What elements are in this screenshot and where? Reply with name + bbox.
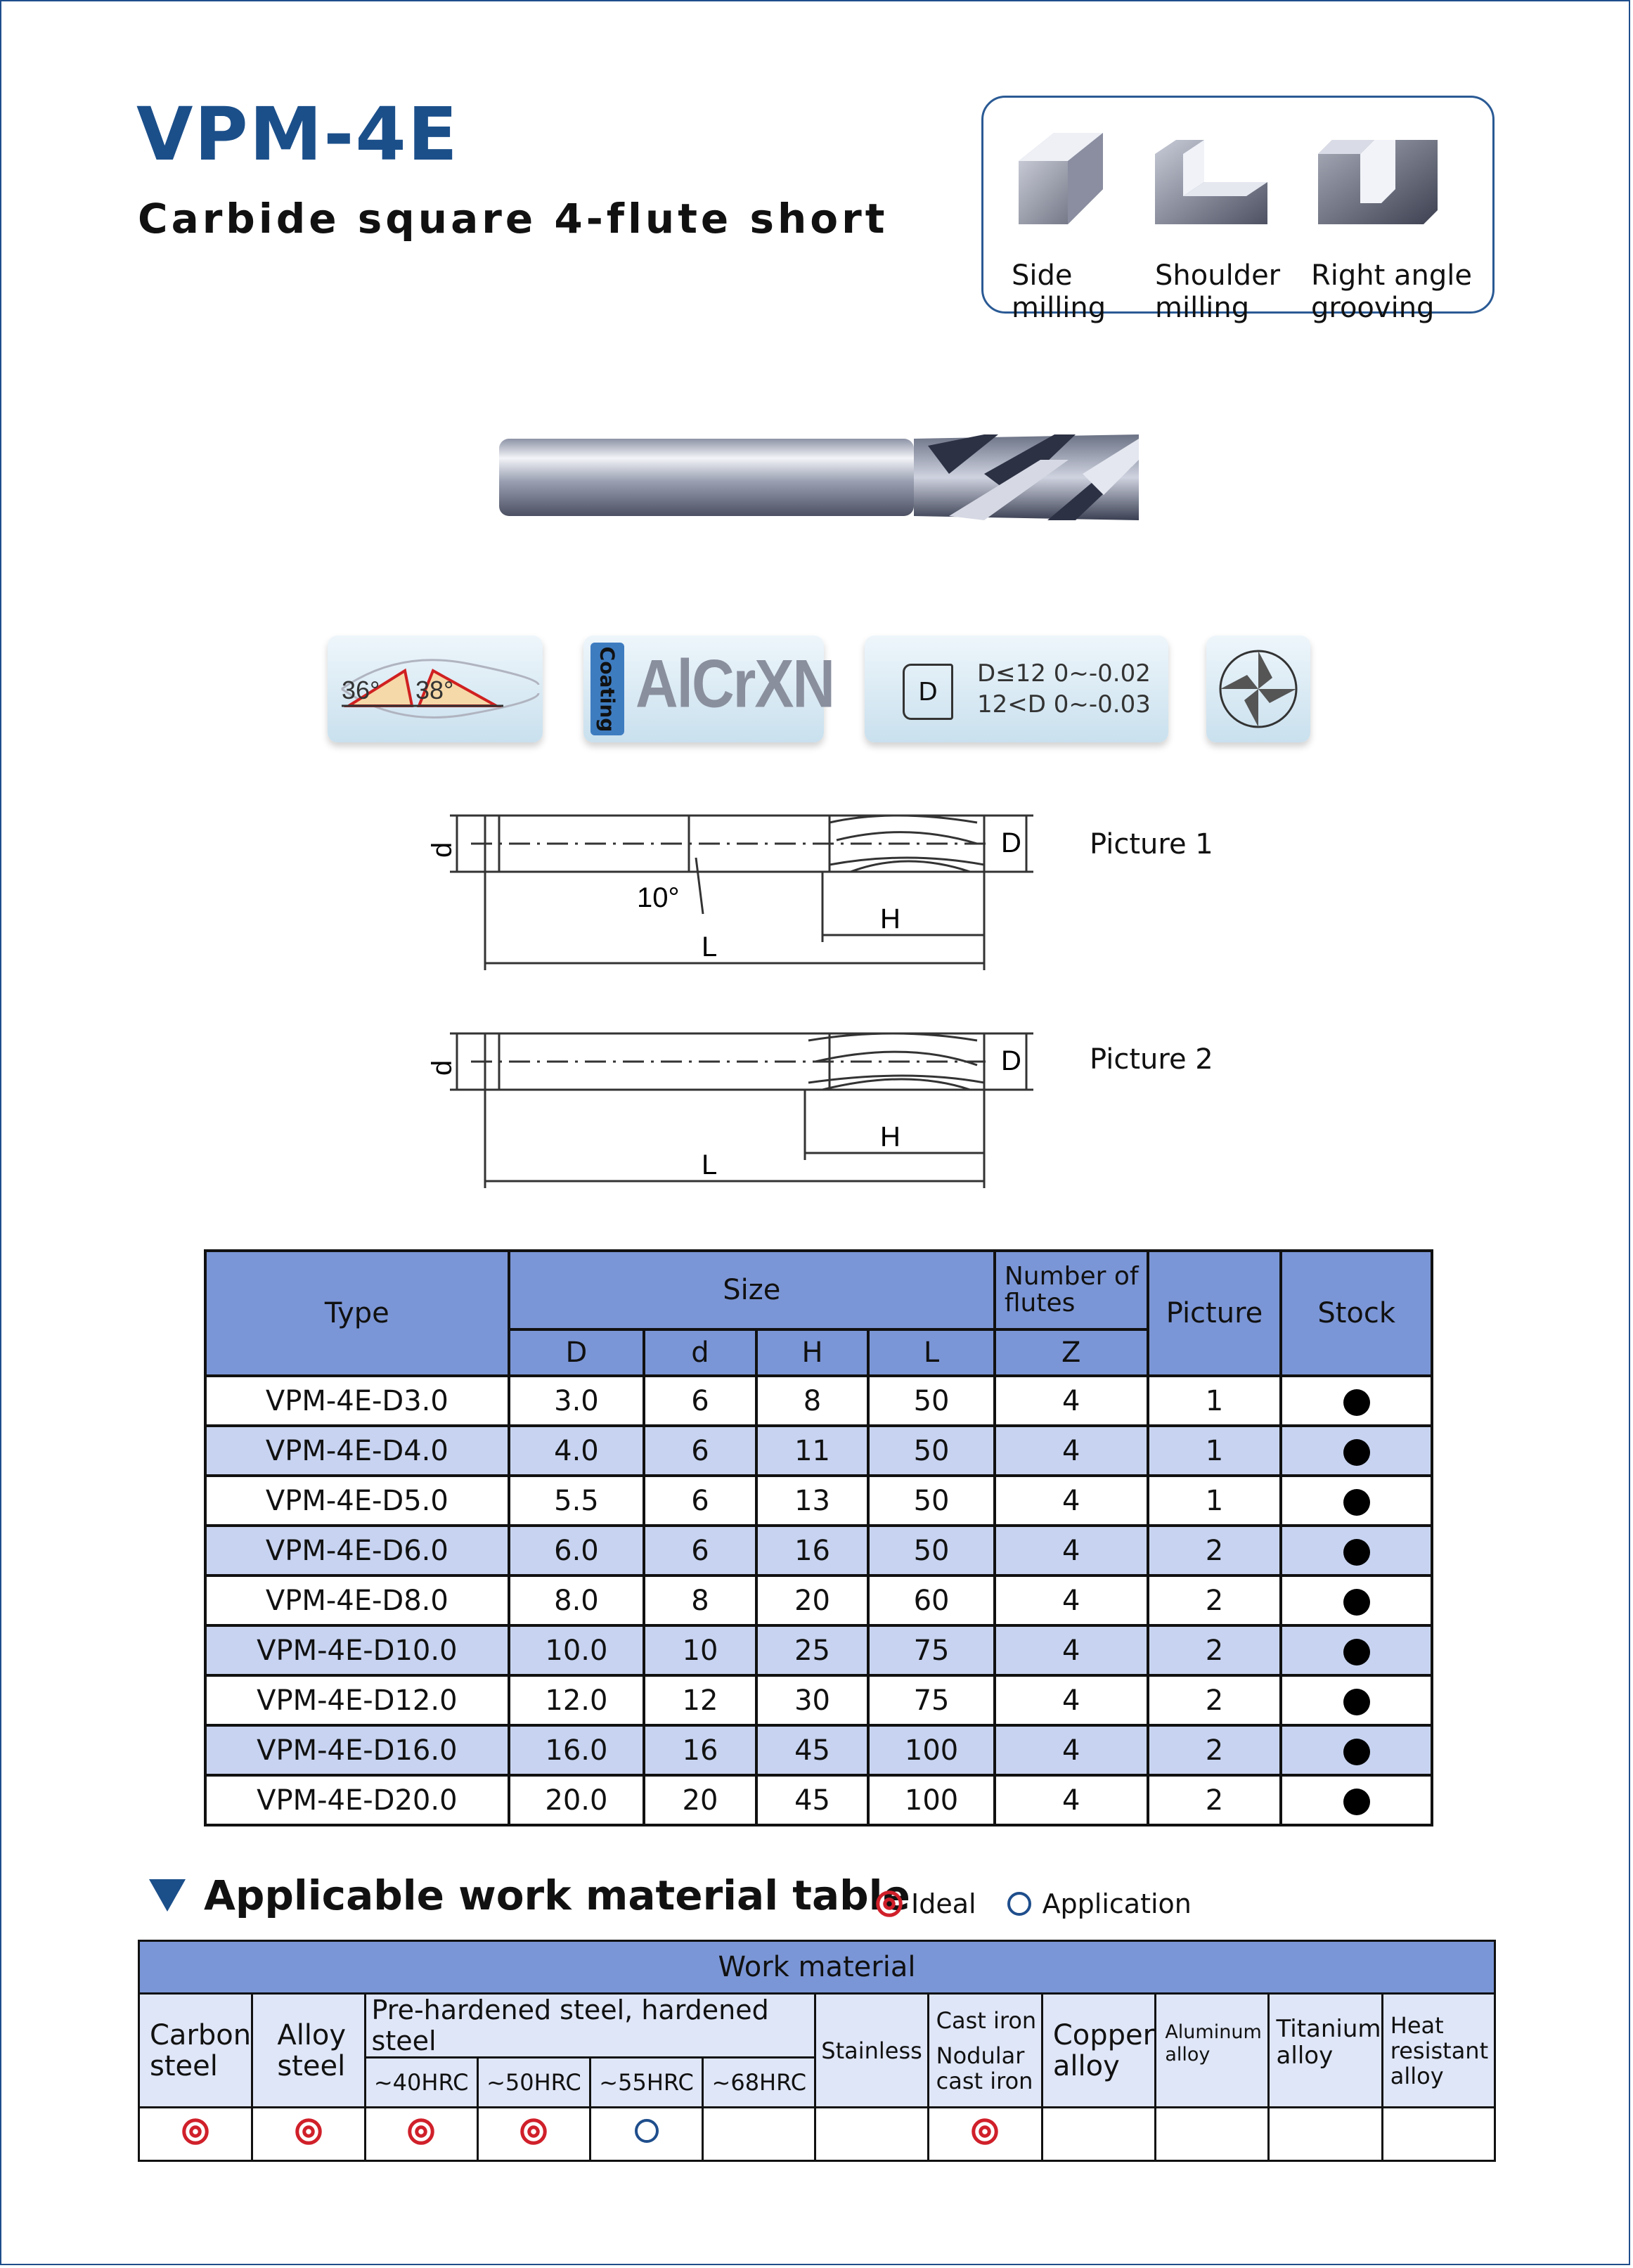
cell-H: 16 bbox=[756, 1526, 869, 1576]
helix-angle-badge bbox=[328, 636, 543, 742]
ideal-icon bbox=[521, 2118, 548, 2145]
stock-dot bbox=[1343, 1539, 1370, 1566]
cell-picture: 2 bbox=[1148, 1526, 1282, 1576]
page-subtitle: Carbide square 4-flute short bbox=[138, 195, 889, 243]
dim-H-label: H bbox=[880, 903, 901, 934]
header-stock: Stock bbox=[1281, 1251, 1432, 1376]
cell-type: VPM-4E-D5.0 bbox=[205, 1476, 509, 1526]
four-flute-badge bbox=[1206, 636, 1310, 742]
dim-D-label: D bbox=[1001, 827, 1021, 858]
table-row bbox=[205, 1376, 1432, 1426]
nodular-label: Nodular cast iron bbox=[936, 2042, 1033, 2094]
cell-H: 13 bbox=[756, 1476, 869, 1526]
cell-d: 10 bbox=[644, 1625, 756, 1675]
cell-d: 8 bbox=[644, 1576, 756, 1625]
rating-cell bbox=[590, 2108, 702, 2161]
col-carbon-steel: Carbon steel bbox=[139, 1994, 252, 2108]
cell-picture: 2 bbox=[1148, 1625, 1282, 1675]
work-material-table bbox=[138, 1940, 1496, 2162]
coating-label: Coating bbox=[595, 646, 619, 732]
stock-dot bbox=[1343, 1439, 1370, 1466]
cell-type: VPM-4E-D20.0 bbox=[205, 1775, 509, 1825]
picture-1-label: Picture 1 bbox=[1090, 828, 1213, 861]
header-D: D bbox=[509, 1329, 645, 1376]
coating-badge bbox=[583, 636, 834, 742]
header-d: d bbox=[644, 1329, 756, 1376]
cell-Z: 4 bbox=[995, 1775, 1148, 1825]
operation-right-angle-grooving bbox=[1311, 126, 1473, 324]
dim-d-label: d bbox=[427, 842, 458, 858]
cell-stock bbox=[1281, 1675, 1432, 1725]
end-mill-product-image bbox=[492, 432, 1146, 523]
col-55hrc: ~55HRC bbox=[590, 2058, 702, 2108]
shoulder-milling-icon bbox=[1155, 126, 1274, 231]
side-milling-icon bbox=[1012, 126, 1110, 231]
ideal-icon bbox=[876, 1890, 903, 1917]
cell-Z: 4 bbox=[995, 1725, 1148, 1775]
cell-type: VPM-4E-D4.0 bbox=[205, 1426, 509, 1476]
four-flute-cross-section-icon bbox=[1206, 636, 1310, 742]
material-legend bbox=[879, 1888, 1192, 1919]
header-picture: Picture bbox=[1148, 1251, 1282, 1376]
rating-cell bbox=[1382, 2108, 1495, 2161]
rating-cell bbox=[815, 2108, 928, 2161]
col-aluminum-alloy: Aluminum alloy bbox=[1156, 1994, 1268, 2108]
cell-stock bbox=[1281, 1376, 1432, 1426]
angle-label: 10° bbox=[637, 882, 680, 913]
operation-label: Shoulder milling bbox=[1155, 259, 1281, 324]
dim-D-label: D bbox=[1001, 1045, 1021, 1076]
rating-cell bbox=[365, 2108, 477, 2161]
cell-stock bbox=[1281, 1775, 1432, 1825]
application-icon bbox=[1007, 1892, 1031, 1916]
cell-L: 60 bbox=[868, 1576, 995, 1625]
cell-L: 50 bbox=[868, 1376, 995, 1426]
stock-dot bbox=[1343, 1689, 1370, 1715]
col-copper-alloy: Copper alloy bbox=[1042, 1994, 1155, 2108]
table-row bbox=[205, 1675, 1432, 1725]
col-50hrc: ~50HRC bbox=[477, 2058, 590, 2108]
material-section-title bbox=[149, 1871, 910, 1919]
rating-cell bbox=[928, 2108, 1042, 2161]
ideal-icon bbox=[972, 2118, 999, 2145]
cell-L: 100 bbox=[868, 1775, 995, 1825]
header-type: Type bbox=[205, 1251, 509, 1376]
cell-d: 20 bbox=[644, 1775, 756, 1825]
stock-dot bbox=[1343, 1389, 1370, 1416]
header-flutes: Number of flutes bbox=[995, 1251, 1148, 1329]
cell-Z: 4 bbox=[995, 1576, 1148, 1625]
legend-application: Application bbox=[1042, 1888, 1192, 1919]
cell-D: 5.5 bbox=[509, 1476, 645, 1526]
cell-Z: 4 bbox=[995, 1426, 1148, 1476]
right-angle-grooving-icon bbox=[1311, 126, 1445, 231]
cell-D: 20.0 bbox=[509, 1775, 645, 1825]
helix-angle-1: 36° bbox=[342, 676, 380, 704]
cell-picture: 2 bbox=[1148, 1576, 1282, 1625]
application-icon bbox=[635, 2119, 659, 2143]
cell-Z: 4 bbox=[995, 1625, 1148, 1675]
cell-d: 6 bbox=[644, 1526, 756, 1576]
cell-type: VPM-4E-D12.0 bbox=[205, 1675, 509, 1725]
cell-d: 16 bbox=[644, 1725, 756, 1775]
cell-H: 45 bbox=[756, 1775, 869, 1825]
cell-d: 6 bbox=[644, 1476, 756, 1526]
cell-D: 12.0 bbox=[509, 1675, 645, 1725]
helix-angle-icon bbox=[328, 636, 543, 742]
stock-dot bbox=[1343, 1639, 1370, 1665]
material-section-title-text: Applicable work material table bbox=[204, 1871, 910, 1919]
stock-dot bbox=[1343, 1589, 1370, 1616]
cell-picture: 2 bbox=[1148, 1725, 1282, 1775]
technical-drawing-1 bbox=[415, 801, 1047, 984]
cell-H: 11 bbox=[756, 1426, 869, 1476]
rating-cell bbox=[1268, 2108, 1382, 2161]
tolerance-line-1: D≤12 0~-0.02 bbox=[977, 659, 1151, 688]
technical-drawing-2 bbox=[415, 1026, 1047, 1202]
operation-label: Side milling bbox=[1012, 259, 1106, 324]
col-titanium-alloy: Titanium alloy bbox=[1268, 1994, 1382, 2108]
cell-H: 8 bbox=[756, 1376, 869, 1426]
cast-iron-label: Cast iron bbox=[936, 2006, 1037, 2034]
cell-H: 30 bbox=[756, 1675, 869, 1725]
operation-shoulder-milling bbox=[1155, 126, 1317, 324]
col-cast-iron bbox=[928, 1994, 1042, 2108]
cell-D: 10.0 bbox=[509, 1625, 645, 1675]
work-material-header: Work material bbox=[139, 1941, 1495, 1994]
cell-stock bbox=[1281, 1725, 1432, 1775]
cell-picture: 1 bbox=[1148, 1426, 1282, 1476]
stock-dot bbox=[1343, 1489, 1370, 1516]
dim-H-label: H bbox=[880, 1121, 901, 1152]
rating-cell bbox=[1156, 2108, 1268, 2161]
cell-H: 45 bbox=[756, 1725, 869, 1775]
cell-Z: 4 bbox=[995, 1476, 1148, 1526]
header-size: Size bbox=[509, 1251, 995, 1329]
cell-L: 50 bbox=[868, 1526, 995, 1576]
tolerance-badge bbox=[865, 636, 1168, 742]
rating-cell bbox=[1042, 2108, 1155, 2161]
cell-D: 4.0 bbox=[509, 1426, 645, 1476]
cell-picture: 2 bbox=[1148, 1675, 1282, 1725]
specification-table bbox=[204, 1249, 1433, 1826]
picture-2-label: Picture 2 bbox=[1090, 1043, 1213, 1076]
header-H: H bbox=[756, 1329, 869, 1376]
header-Z: Z bbox=[995, 1329, 1148, 1376]
stock-dot bbox=[1343, 1739, 1370, 1765]
cell-picture: 2 bbox=[1148, 1775, 1282, 1825]
tolerance-symbol: D bbox=[903, 664, 953, 720]
cell-picture: 1 bbox=[1148, 1476, 1282, 1526]
rating-cell bbox=[252, 2108, 365, 2161]
triangle-down-icon bbox=[149, 1879, 186, 1912]
cell-d: 12 bbox=[644, 1675, 756, 1725]
cell-L: 75 bbox=[868, 1625, 995, 1675]
cell-Z: 4 bbox=[995, 1376, 1148, 1426]
ideal-icon bbox=[408, 2118, 434, 2145]
table-row bbox=[205, 1526, 1432, 1576]
cell-type: VPM-4E-D6.0 bbox=[205, 1526, 509, 1576]
dim-L-label: L bbox=[702, 1149, 718, 1180]
cell-Z: 4 bbox=[995, 1675, 1148, 1725]
stock-dot bbox=[1343, 1789, 1370, 1815]
cell-D: 16.0 bbox=[509, 1725, 645, 1775]
col-prehardened: Pre-hardened steel, hardened steel bbox=[365, 1994, 815, 2058]
col-alloy-steel: Alloy steel bbox=[252, 1994, 365, 2108]
cell-stock bbox=[1281, 1426, 1432, 1476]
operations-box bbox=[981, 96, 1495, 324]
cell-d: 6 bbox=[644, 1426, 756, 1476]
cell-type: VPM-4E-D3.0 bbox=[205, 1376, 509, 1426]
cell-D: 3.0 bbox=[509, 1376, 645, 1426]
cell-picture: 1 bbox=[1148, 1376, 1282, 1426]
cell-D: 8.0 bbox=[509, 1576, 645, 1625]
ideal-icon bbox=[182, 2118, 209, 2145]
operation-side-milling bbox=[1012, 126, 1173, 324]
table-row bbox=[205, 1576, 1432, 1625]
cell-L: 50 bbox=[868, 1426, 995, 1476]
table-row bbox=[205, 1426, 1432, 1476]
table-row bbox=[205, 1775, 1432, 1825]
cell-type: VPM-4E-D8.0 bbox=[205, 1576, 509, 1625]
legend-ideal: Ideal bbox=[911, 1888, 976, 1919]
cell-type: VPM-4E-D10.0 bbox=[205, 1625, 509, 1675]
cell-stock bbox=[1281, 1526, 1432, 1576]
dim-d-label: d bbox=[427, 1059, 458, 1076]
cell-L: 50 bbox=[868, 1476, 995, 1526]
rating-cell bbox=[139, 2108, 252, 2161]
table-row bbox=[205, 1625, 1432, 1675]
cell-D: 6.0 bbox=[509, 1526, 645, 1576]
cell-stock bbox=[1281, 1476, 1432, 1526]
col-stainless: Stainless bbox=[815, 1994, 928, 2108]
cell-d: 6 bbox=[644, 1376, 756, 1426]
cell-H: 20 bbox=[756, 1576, 869, 1625]
header-L: L bbox=[868, 1329, 995, 1376]
page-title: VPM-4E bbox=[136, 91, 459, 177]
cell-stock bbox=[1281, 1576, 1432, 1625]
cell-stock bbox=[1281, 1625, 1432, 1675]
helix-angle-2: 38° bbox=[415, 676, 454, 704]
cell-Z: 4 bbox=[995, 1526, 1148, 1576]
ideal-icon bbox=[295, 2118, 322, 2145]
col-40hrc: ~40HRC bbox=[365, 2058, 477, 2108]
cell-L: 75 bbox=[868, 1675, 995, 1725]
rating-cell bbox=[703, 2108, 815, 2161]
table-row bbox=[205, 1725, 1432, 1775]
coating-name: AlCrXN bbox=[635, 645, 834, 721]
table-row bbox=[205, 1476, 1432, 1526]
cell-H: 25 bbox=[756, 1625, 869, 1675]
cell-type: VPM-4E-D16.0 bbox=[205, 1725, 509, 1775]
operation-label: Right angle grooving bbox=[1311, 259, 1473, 324]
dim-L-label: L bbox=[702, 932, 718, 962]
col-heat-resistant-alloy: Heat resistant alloy bbox=[1382, 1994, 1495, 2108]
col-68hrc: ~68HRC bbox=[703, 2058, 815, 2108]
tolerance-line-2: 12<D 0~-0.03 bbox=[977, 690, 1151, 719]
rating-cell bbox=[477, 2108, 590, 2161]
cell-L: 100 bbox=[868, 1725, 995, 1775]
